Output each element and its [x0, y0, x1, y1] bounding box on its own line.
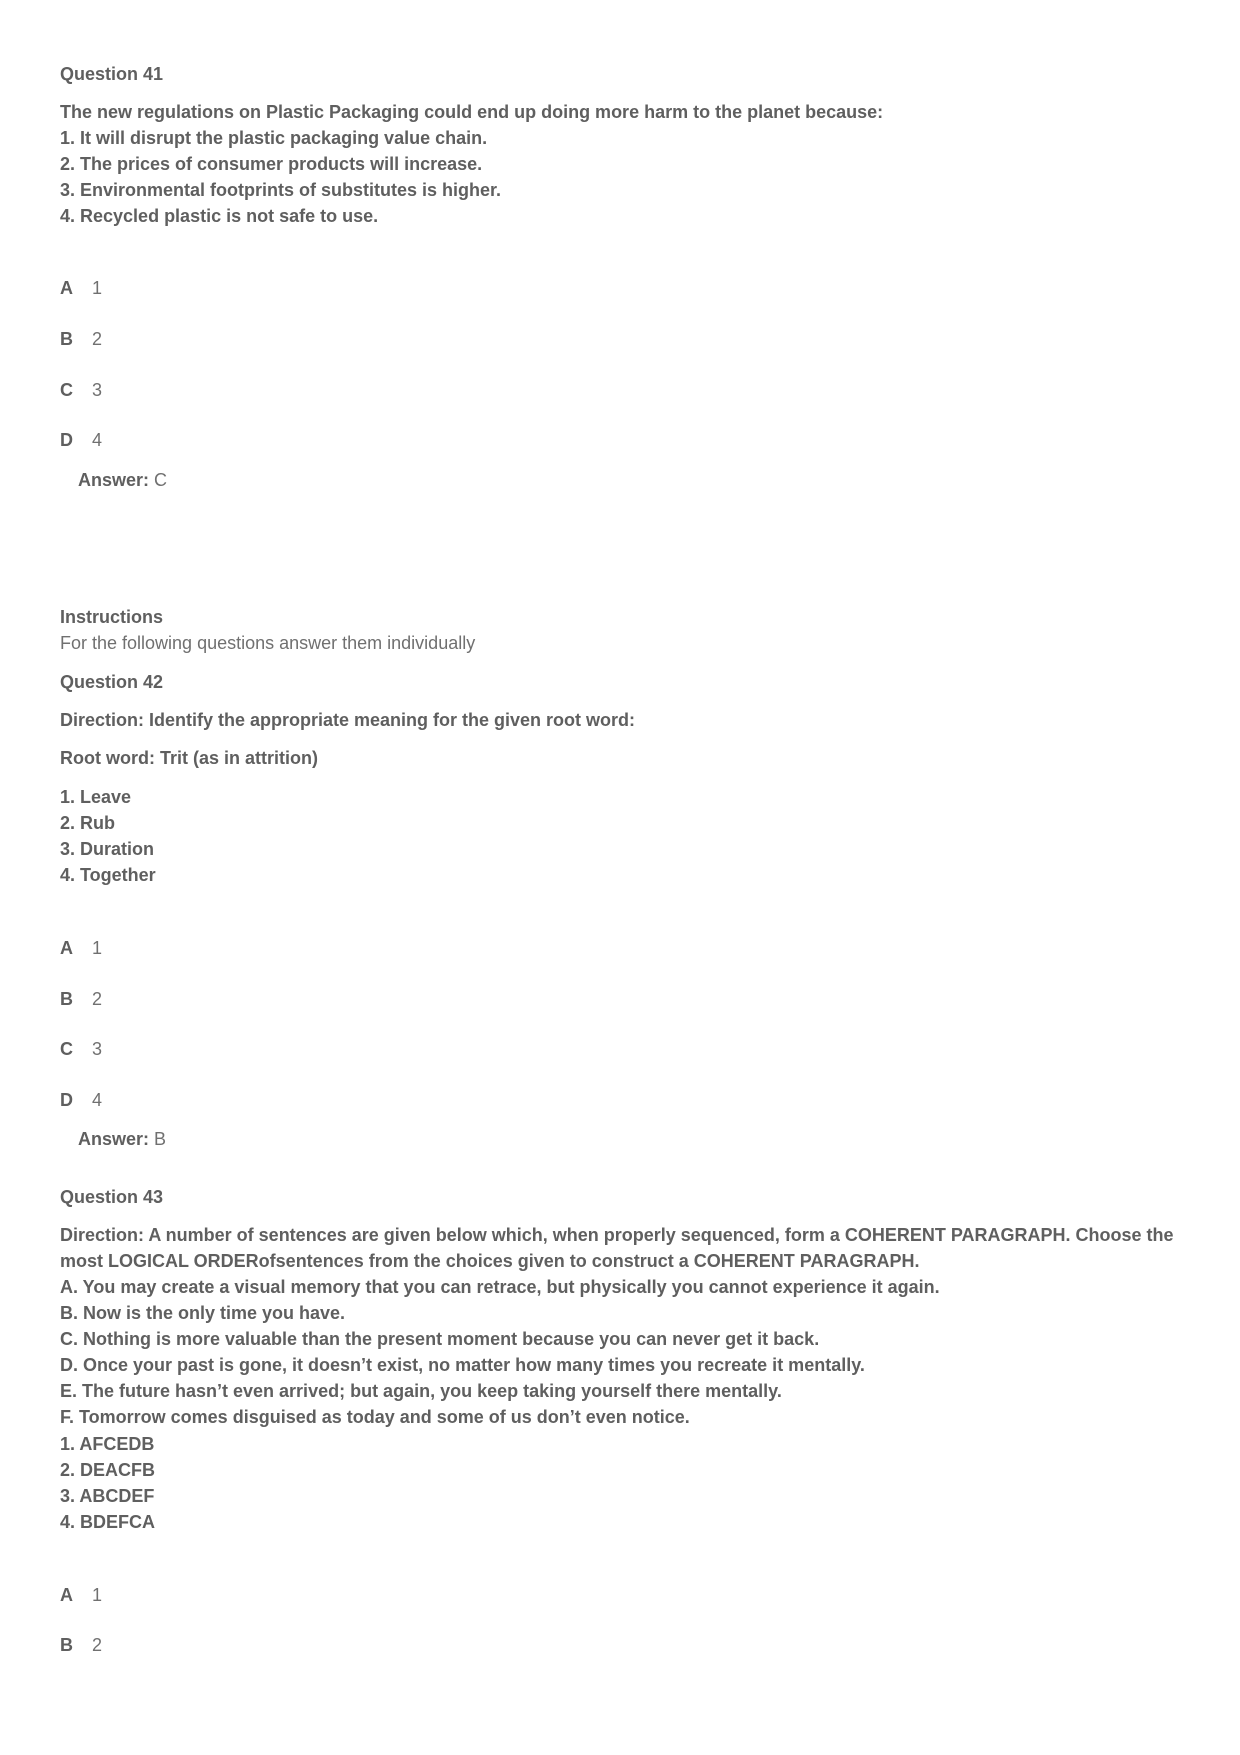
question-43-sentence: E. The future hasn’t even arrived; but again, you keep taking yourself there mentally. [60, 1381, 782, 1401]
option-letter: A [60, 938, 73, 958]
question-41-option-c[interactable] [60, 378, 102, 402]
question-42-statement: 4. Together [60, 865, 156, 885]
instructions-heading: Instructions [60, 607, 164, 627]
answer-label: Answer: [78, 470, 150, 490]
option-letter: D [60, 1090, 73, 1110]
question-43-direction-line: Direction: A number of sentences are given below which, when properly sequenced, form a COHERENT PARAGRAPH. Choose the [60, 1225, 1174, 1245]
option-value: 2 [92, 989, 103, 1009]
option-value: 4 [92, 1090, 103, 1110]
option-letter: B [60, 1635, 73, 1655]
question-42-statement: 1. Leave [60, 787, 132, 807]
question-41-statement: 2. The prices of consumer products will increase. [60, 154, 483, 174]
question-42-option-c[interactable] [60, 1037, 102, 1061]
question-42-answer [78, 1127, 166, 1151]
question-43-direction [60, 1222, 1174, 1430]
question-41-answer [78, 468, 167, 492]
option-value: 2 [92, 1635, 103, 1655]
option-value: 3 [92, 1039, 103, 1059]
question-41-stem [60, 99, 883, 229]
question-42-statements [60, 784, 156, 888]
option-value: 4 [92, 430, 103, 450]
question-43-sentence: D. Once your past is gone, it doesn’t exist, no matter how many times you recreate it mentally. [60, 1355, 865, 1375]
option-value: 1 [92, 1585, 103, 1605]
question-42-statement: 2. Rub [60, 813, 116, 833]
question-43-choice: 4. BDEFCA [60, 1512, 156, 1532]
question-41-option-b[interactable] [60, 327, 102, 351]
question-43-sentence: C. Nothing is more valuable than the present moment because you can never get it back. [60, 1329, 820, 1349]
question-43-choice: 2. DEACFB [60, 1460, 156, 1480]
option-letter: B [60, 329, 73, 349]
question-41-stem-text: The new regulations on Plastic Packaging could end up doing more harm to the planet because: [60, 102, 884, 122]
question-41-statement: 3. Environmental footprints of substitutes is higher. [60, 180, 502, 200]
question-42-option-d[interactable] [60, 1088, 102, 1112]
question-42-heading: Question 42 [60, 672, 164, 692]
question-41-option-d[interactable] [60, 428, 102, 452]
option-letter: A [60, 1585, 73, 1605]
question-42-direction: Direction: Identify the appropriate meaning for the given root word: [60, 710, 636, 730]
option-value: 1 [92, 938, 103, 958]
question-42-option-a[interactable] [60, 936, 102, 960]
question-43-sentence: A. You may create a visual memory that you can retrace, but physically you cannot experience it again. [60, 1277, 940, 1297]
question-43-heading: Question 43 [60, 1187, 164, 1207]
question-43-choices [60, 1431, 155, 1535]
question-43-sentence: F. Tomorrow comes disguised as today and some of us don’t even notice. [60, 1407, 690, 1427]
option-letter: D [60, 430, 73, 450]
question-43-choice: 1. AFCEDB [60, 1434, 155, 1454]
option-letter: C [60, 1039, 73, 1059]
question-41-statement: 1. It will disrupt the plastic packaging value chain. [60, 128, 488, 148]
question-41-heading: Question 41 [60, 64, 164, 84]
answer-label: Answer: [78, 1129, 150, 1149]
option-value: 3 [92, 380, 103, 400]
question-41-statement: 4. Recycled plastic is not safe to use. [60, 206, 379, 226]
answer-value: C [154, 470, 168, 490]
option-letter: C [60, 380, 73, 400]
question-42-statement: 3. Duration [60, 839, 155, 859]
question-43-choice: 3. ABCDEF [60, 1486, 155, 1506]
question-42-root-word: Root word: Trit (as in attrition) [60, 748, 318, 768]
option-letter: B [60, 989, 73, 1009]
question-41-option-a[interactable] [60, 276, 102, 300]
question-43-option-a[interactable] [60, 1583, 102, 1607]
question-43-sentence: B. Now is the only time you have. [60, 1303, 346, 1323]
option-letter: A [60, 278, 73, 298]
option-value: 1 [92, 278, 103, 298]
instructions-text: For the following questions answer them individually [60, 633, 476, 653]
question-43-direction-line: most LOGICAL ORDERofsentences from the choices given to construct a COHERENT PARAGRAPH. [60, 1251, 920, 1271]
question-42-option-b[interactable] [60, 987, 102, 1011]
option-value: 2 [92, 329, 103, 349]
question-43-option-b[interactable] [60, 1633, 102, 1657]
answer-value: B [154, 1129, 167, 1149]
